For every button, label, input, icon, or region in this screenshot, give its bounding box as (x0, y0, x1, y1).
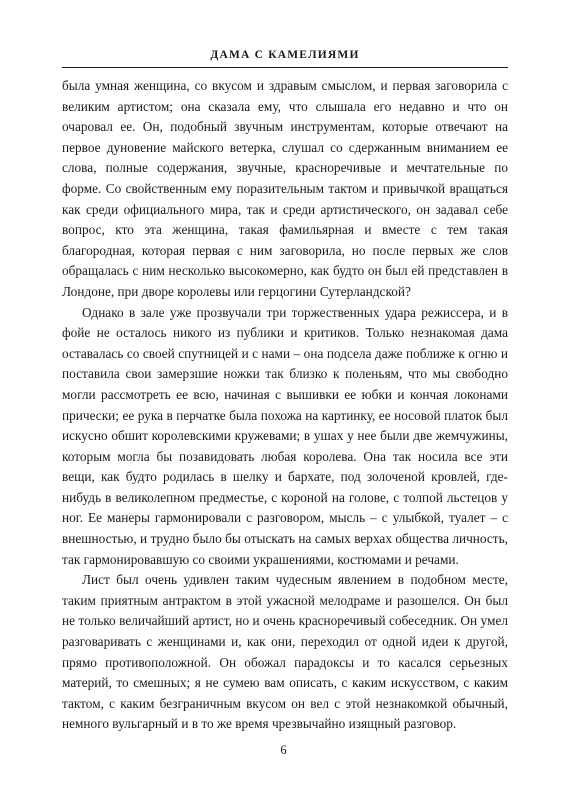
paragraph-1: была умная женщина, со вкусом и здравым смыслом, и первая заговорила с великим артистом; она сказала ему, что слышала его недавно и что он очаровал ее. Он, подобный звучным инструментам, которые отвечают на первое дуновение майского ветерка, слушал со сдержанным вниманием ее слова, полные содержания, звучные, красноречивые и мечтательные по форме. Со свойственным ему поразительным тактом и привычкой вращаться как среди официального мира, так и среди артистического, он задавал себе вопрос, кто эта женщина, такая фамильярная и вместе с тем такая благородная, которая первая с ним заговорила, но после первых же слов обращалась с ним несколько высокомерно, как будто он был ей представлен в Лондоне, при дворе королевы или герцогини Сутерландской? (62, 78, 508, 299)
paragraph-2: Однако в зале уже прозвучали три торжественных удара режиссера, и в фойе не осталось никого из публики и критиков. Только незнакомая дама оставалась со своей спутницей и с нами – она подсела даже поближе к огню и поставила свои замерзшие ножки так близко к поленьям, что мы свободно могли рассмотреть ее всю, начиная с вышивки ее юбки и кончая локонами прически; ее рука в перчатке была похожа на картинку, ее носовой платок был искусно обшит королевскими кружевами; в ушах у нее были две жемчужины, которым могла бы позавидовать любая королева. Она так носила все эти вещи, как будто родилась в шелку и бархате, под золоченой кровлей, где-нибудь в великолепном предместье, с короной на голове, с толпой льстецов у ног. Ее манеры гармонировали с разговором, мысль – с улыбкой, туалет – с внешностью, и трудно было бы отыскать на самых верхах общества личность, так гармонировавшую со своими украшениями, костюмами и речами. (62, 304, 508, 567)
header-rule (62, 67, 508, 68)
paragraph-3: Лист был очень удивлен таким чудесным явлением в подобном месте, таким приятным антрактом в этой ужасной мелодраме и разошелся. Он был не только величайший артист, но и очень красноречивый собеседник. Он умел разговаривать с женщинами и, как они, переходил от одной идеи к другой, прямо противоположной. Он обожал парадоксы и то касался серьезных материй, то смешных; я не сумею вам описать, с каким искусством, с каким тактом, с каким безграничным вкусом он вел с этой незнакомкой обычный, немного вульгарный и в то же время чрезвычайно изящный разговор. (62, 572, 508, 732)
body-text (62, 76, 508, 735)
running-head: ДАМА С КАМЕЛИЯМИ (210, 49, 360, 61)
page-number: 6 (280, 743, 287, 757)
